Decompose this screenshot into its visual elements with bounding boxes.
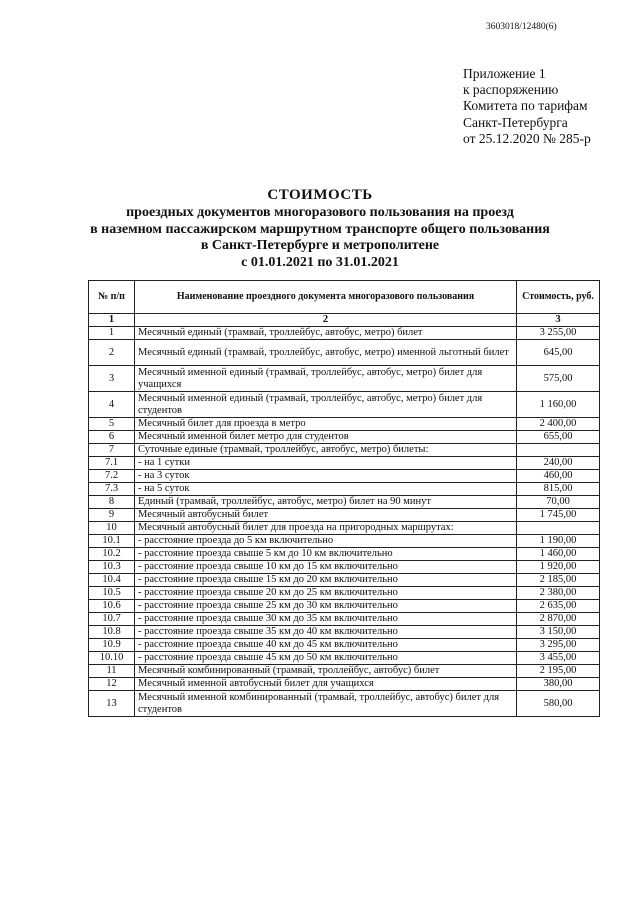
row-price: 3 295,00: [517, 639, 600, 652]
table-row: [89, 587, 600, 600]
table-row: [89, 561, 600, 574]
row-number: 10.10: [89, 652, 135, 665]
table-row: [89, 522, 600, 535]
row-number: 4: [89, 392, 135, 418]
row-price: 645,00: [517, 340, 600, 366]
row-number: 10: [89, 522, 135, 535]
header-name: Наименование проездного документа многоразового пользования: [135, 281, 517, 314]
row-name: Месячный билет для проезда в метро: [135, 418, 517, 431]
row-price: 815,00: [517, 483, 600, 496]
row-price: 240,00: [517, 457, 600, 470]
row-name: - расстояние проезда свыше 10 км до 15 км включительно: [135, 561, 517, 574]
row-name: - расстояние проезда свыше 35 км до 40 км включительно: [135, 626, 517, 639]
table-row: [89, 652, 600, 665]
row-number: 12: [89, 678, 135, 691]
table-row: [89, 639, 600, 652]
row-number: 6: [89, 431, 135, 444]
table-row: [89, 483, 600, 496]
row-price: 2 635,00: [517, 600, 600, 613]
header-price: Стоимость, руб.: [517, 281, 600, 314]
row-number: 13: [89, 691, 135, 717]
row-price: [517, 444, 600, 457]
row-name: Суточные единые (трамвай, троллейбус, автобус, метро) билеты:: [135, 444, 517, 457]
row-number: 10.8: [89, 626, 135, 639]
document-number: 3603018/12480(6): [486, 22, 557, 32]
table-row: [89, 574, 600, 587]
row-price: 1 190,00: [517, 535, 600, 548]
table-row: [89, 496, 600, 509]
row-number: 7.2: [89, 470, 135, 483]
row-name: - расстояние проезда свыше 15 км до 20 км включительно: [135, 574, 517, 587]
row-name: Месячный автобусный билет для проезда на пригородных маршрутах:: [135, 522, 517, 535]
row-price: 2 195,00: [517, 665, 600, 678]
row-number: 2: [89, 340, 135, 366]
row-number: 10.7: [89, 613, 135, 626]
table-row: [89, 366, 600, 392]
table-row: [89, 470, 600, 483]
table-row: [89, 548, 600, 561]
row-name: - расстояние проезда свыше 30 км до 35 км включительно: [135, 613, 517, 626]
row-number: 10.9: [89, 639, 135, 652]
row-number: 7.1: [89, 457, 135, 470]
row-price: 655,00: [517, 431, 600, 444]
row-number: 3: [89, 366, 135, 392]
row-price: 3 255,00: [517, 327, 600, 340]
table-row: [89, 392, 600, 418]
document-title: [0, 185, 640, 271]
row-number: 7.3: [89, 483, 135, 496]
table-row: [89, 418, 600, 431]
row-price: 2 185,00: [517, 574, 600, 587]
row-name: Месячный единый (трамвай, троллейбус, автобус, метро) билет: [135, 327, 517, 340]
table-row: [89, 600, 600, 613]
row-price: 1 745,00: [517, 509, 600, 522]
row-name: - расстояние проезда свыше 25 км до 30 км включительно: [135, 600, 517, 613]
row-name: Месячный именной единый (трамвай, троллейбус, автобус, метро) билет для учащихся: [135, 366, 517, 392]
appendix-line: Санкт-Петербурга: [463, 114, 568, 130]
row-name: - расстояние проезда до 5 км включительно: [135, 535, 517, 548]
row-price: 3 455,00: [517, 652, 600, 665]
row-price: 1 920,00: [517, 561, 600, 574]
row-price: 2 380,00: [517, 587, 600, 600]
row-price: 70,00: [517, 496, 600, 509]
table-row: [89, 665, 600, 678]
row-price: 460,00: [517, 470, 600, 483]
row-price: 1 160,00: [517, 392, 600, 418]
table-row: [89, 457, 600, 470]
table-row: [89, 340, 600, 366]
table-row: [89, 613, 600, 626]
row-number: 7: [89, 444, 135, 457]
row-price: 2 870,00: [517, 613, 600, 626]
row-name: Месячный именной комбинированный (трамвай, троллейбус, автобус) билет для студентов: [135, 691, 517, 717]
column-index: 2: [135, 314, 517, 327]
appendix-line: от 25.12.2020 № 285-р: [463, 130, 591, 146]
row-number: 9: [89, 509, 135, 522]
row-number: 1: [89, 327, 135, 340]
table-row: [89, 535, 600, 548]
row-price: 575,00: [517, 366, 600, 392]
appendix-line: Приложение 1: [463, 66, 546, 81]
row-number: 5: [89, 418, 135, 431]
row-price: 580,00: [517, 691, 600, 717]
row-price: 1 460,00: [517, 548, 600, 561]
table-row: [89, 691, 600, 717]
row-name: Месячный именной автобусный билет для учащихся: [135, 678, 517, 691]
row-number: 10.5: [89, 587, 135, 600]
table-row: [89, 509, 600, 522]
title-period: с 01.01.2021 по 31.01.2021: [241, 254, 399, 270]
row-name: - расстояние проезда свыше 40 км до 45 км включительно: [135, 639, 517, 652]
row-price: 380,00: [517, 678, 600, 691]
table-row: [89, 678, 600, 691]
title-line: проездных документов многоразового пользования на проезд: [126, 205, 514, 220]
column-index: 1: [89, 314, 135, 327]
row-price: 3 150,00: [517, 626, 600, 639]
row-name: Месячный комбинированный (трамвай, троллейбус, автобус) билет: [135, 665, 517, 678]
row-name: Месячный единый (трамвай, троллейбус, автобус, метро) именной льготный билет: [135, 340, 517, 366]
table-row: [89, 327, 600, 340]
row-name: - на 3 суток: [135, 470, 517, 483]
row-name: - расстояние проезда свыше 5 км до 10 км включительно: [135, 548, 517, 561]
row-name: - расстояние проезда свыше 45 км до 50 км включительно: [135, 652, 517, 665]
table-body: [89, 327, 600, 717]
row-name: - на 1 сутки: [135, 457, 517, 470]
column-index: 3: [517, 314, 600, 327]
title-line: в наземном пассажирском маршрутном транспорте общего пользования: [90, 221, 550, 237]
appendix-line: к распоряжению: [463, 82, 559, 98]
row-name: Единый (трамвай, троллейбус, автобус, метро) билет на 90 минут: [135, 496, 517, 509]
row-price: 2 400,00: [517, 418, 600, 431]
row-name: - расстояние проезда свыше 20 км до 25 км включительно: [135, 587, 517, 600]
header-num: № п/п: [89, 281, 135, 314]
row-name: Месячный автобусный билет: [135, 509, 517, 522]
row-number: 11: [89, 665, 135, 678]
row-name: Месячный именной билет метро для студентов: [135, 431, 517, 444]
title-line: в Санкт-Петербурге и метрополитене: [200, 238, 440, 253]
row-number: 10.3: [89, 561, 135, 574]
row-number: 10.2: [89, 548, 135, 561]
appendix-block: [463, 66, 591, 147]
row-name: - на 5 суток: [135, 483, 517, 496]
row-price: [517, 522, 600, 535]
row-number: 10.6: [89, 600, 135, 613]
row-number: 8: [89, 496, 135, 509]
price-table: [88, 280, 600, 717]
title-heading: СТОИМОСТЬ: [267, 187, 373, 203]
appendix-line: Комитета по тарифам: [463, 98, 588, 114]
row-name: Месячный именной единый (трамвай, троллейбус, автобус, метро) билет для студентов: [135, 392, 517, 418]
row-number: 10.1: [89, 535, 135, 548]
table-row: [89, 444, 600, 457]
table-row: [89, 431, 600, 444]
row-number: 10.4: [89, 574, 135, 587]
table-row: [89, 626, 600, 639]
